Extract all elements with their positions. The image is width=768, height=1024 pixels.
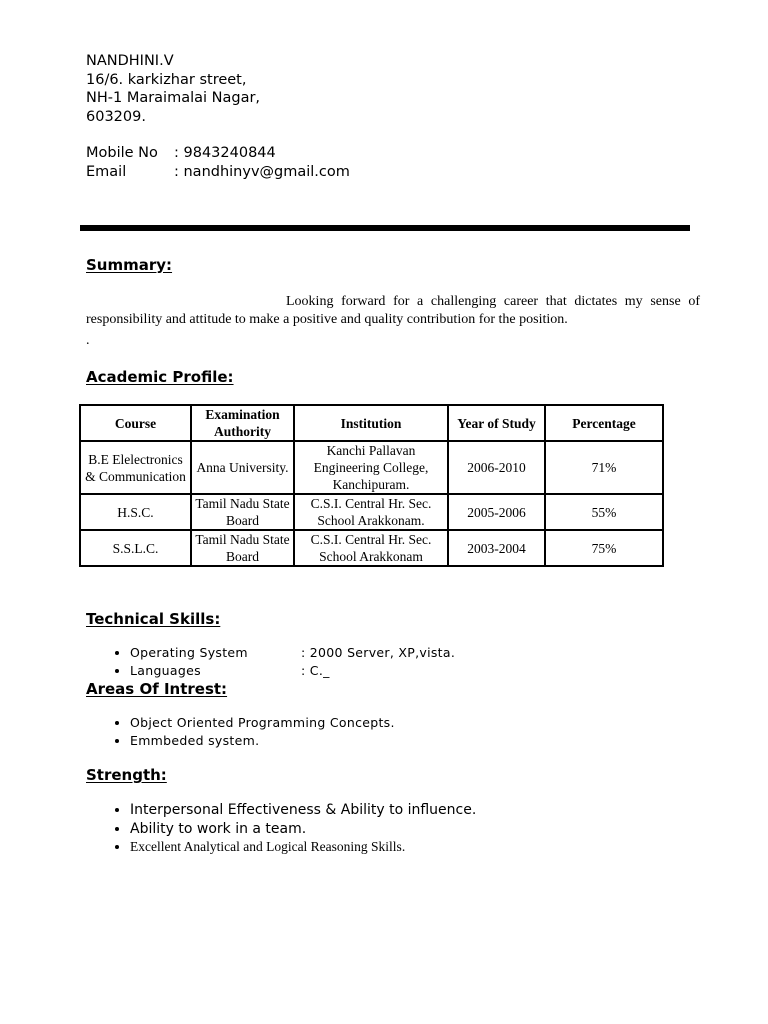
cell-authority: Tamil Nadu State Board: [191, 494, 294, 530]
table-row: [80, 441, 663, 494]
technical-skills-heading: Technical Skills:: [86, 610, 221, 628]
list-item: • Interpersonal Effectiveness & Ability to influence.: [130, 801, 476, 820]
header-divider: [80, 225, 690, 231]
contact-header: [86, 52, 350, 181]
mobile-row: [86, 144, 350, 163]
email-row: [86, 163, 350, 182]
interest-list: [108, 714, 395, 750]
list-item: • Emmbeded system.: [130, 732, 395, 750]
list-item: [130, 644, 455, 662]
header-percentage: Percentage: [545, 405, 663, 441]
table-row: [80, 494, 663, 530]
cell-institution: Kanchi Pallavan Engineering College, Kanchipuram.: [294, 441, 448, 494]
list-item: • Object Oriented Programming Concepts.: [130, 714, 395, 732]
cell-percentage: 55%: [545, 494, 663, 530]
header-year: Year of Study: [448, 405, 545, 441]
address-line: 16/6. karkizhar street,: [86, 71, 247, 88]
cell-year: 2003-2004: [448, 530, 545, 566]
summary-heading: Summary:: [86, 256, 173, 274]
skill-value: : 2000 Server, XP,vista.: [301, 645, 456, 660]
strength-heading: Strength:: [86, 766, 167, 784]
cell-course: S.S.L.C.: [80, 530, 191, 566]
cell-year: 2005-2006: [448, 494, 545, 530]
summary-text: Looking forward for a challenging career that dictates my sense of responsibility and attitude to make a positive and quality contribution for the position.: [86, 294, 700, 327]
cell-course: H.S.C.: [80, 494, 191, 530]
cell-percentage: 71%: [545, 441, 663, 494]
email-label: Email: [86, 163, 127, 180]
skill-value: : C._: [301, 663, 330, 678]
address-line: NH-1 Maraimalai Nagar,: [86, 90, 261, 106]
cell-institution: C.S.I. Central Hr. Sec. School Arakkonam: [294, 530, 448, 566]
mobile-label: Mobile No: [86, 145, 158, 161]
list-item: • Ability to work in a team.: [130, 820, 476, 839]
strength-list: [108, 801, 476, 857]
cell-authority: Anna University.: [191, 441, 294, 494]
skill-label: • Languages: [130, 663, 201, 678]
academic-table: [79, 404, 664, 567]
table-header-row: [80, 405, 663, 441]
email-value[interactable]: : nandhinyv@gmail.com: [174, 163, 350, 180]
cell-year: 2006-2010: [448, 441, 545, 494]
table-row: [80, 530, 663, 566]
header-course: Course: [80, 405, 191, 441]
cell-institution: C.S.I. Central Hr. Sec. School Arakkonam.: [294, 494, 448, 530]
header-institution: Institution: [294, 405, 448, 441]
summary-trailing-dot: .: [86, 333, 90, 348]
cell-percentage: 75%: [545, 530, 663, 566]
header-authority: Examination Authority: [191, 405, 294, 441]
address-line: 603209.: [86, 108, 146, 125]
skill-label: • Operating System: [130, 645, 248, 660]
areas-of-interest-heading: Areas Of Intrest:: [86, 680, 228, 698]
cell-authority: Tamil Nadu State Board: [191, 530, 294, 566]
technical-skills-list: [108, 644, 455, 680]
academic-heading: Academic Profile:: [86, 368, 234, 386]
candidate-name: NANDHINI.V: [86, 53, 174, 69]
mobile-value: : 9843240844: [174, 145, 276, 161]
list-item: [130, 662, 455, 680]
cell-course: B.E Elelectronics & Communication: [80, 441, 191, 494]
list-item: • Excellent Analytical and Logical Reasoning Skills.: [130, 838, 476, 857]
